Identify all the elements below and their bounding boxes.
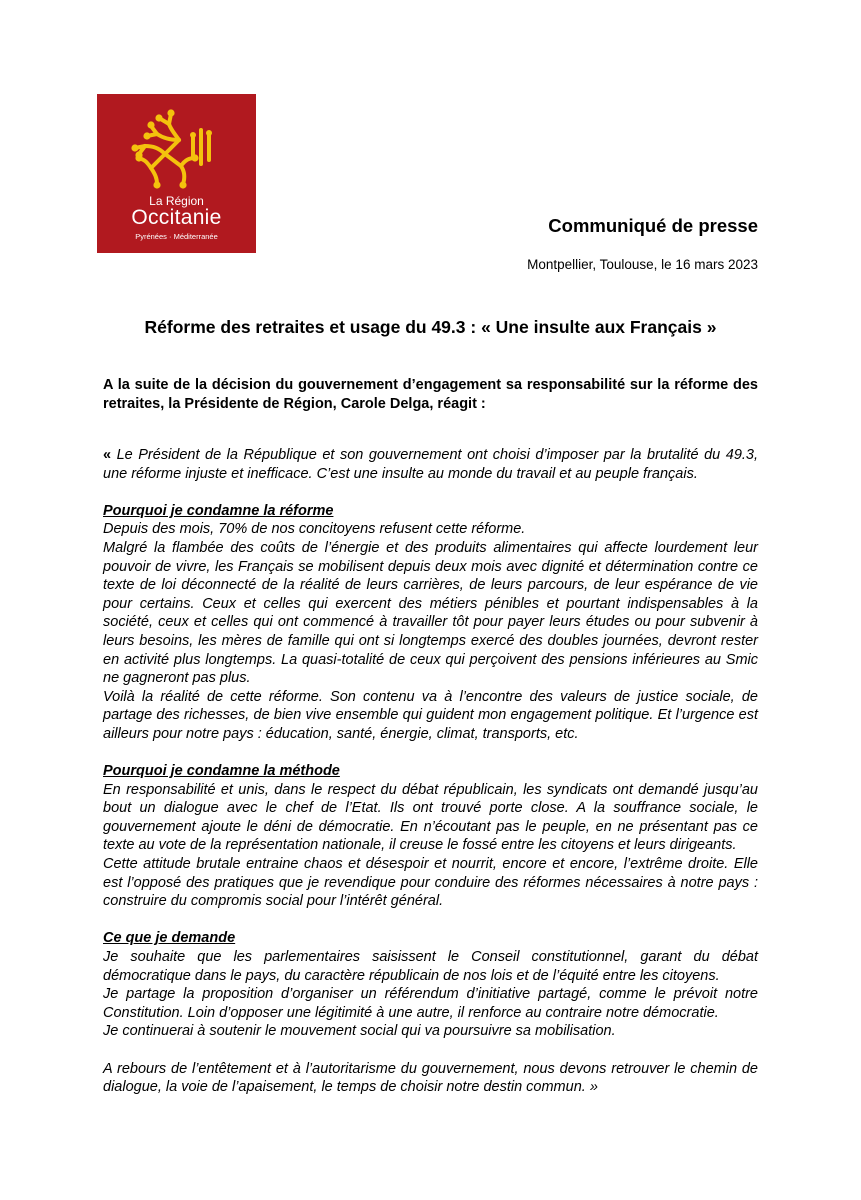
section-paragraph: En responsabilité et unis, dans le respect du débat républicain, les syndicats ont demandé jusqu’au bout un dialogue avec le chef de l’Etat. Ils ont trouvé porte close. A la souffrance sociale, le gouvernement ajoute le déni de démocratie. En n’écoutant pas le peuple, en ne présentant pas ce texte au vote de la représentation nationale, il creuse le fossé entre les citoyens et leurs dirigeants.: [103, 781, 758, 854]
opening-paragraph: [103, 446, 758, 483]
opening-quote-mark: «: [103, 447, 112, 463]
document-type: Communiqué de presse: [548, 215, 758, 236]
section-heading-methode: Pourquoi je condamne la méthode: [103, 763, 340, 780]
section-paragraph: Je souhaite que les parlementaires saisissent le Conseil constitutionnel, garant du débat démocratique dans le pays, du caractère républicain de nos lois et de l’équité entre les citoyens.: [103, 949, 758, 984]
section-heading-reforme: Pourquoi je condamne la réforme: [103, 502, 334, 519]
statement-body: [103, 446, 758, 1097]
occitan-cross-icon: [97, 94, 256, 194]
region-logo: [97, 94, 256, 253]
section-paragraph: Malgré la flambée des coûts de l’énergie et des produits alimentaires qui affecte lourdement leur pouvoir de vivre, les Français se mobilisent depuis deux mois avec dignité et détermination contre ce texte de loi déconnecté de la réalité de leurs carrières, de leurs parcours, de leur espérance de vie pour certains. Ceux et celles qui exercent des métiers pénibles et pourtant indispensables à la société, ceux et celles qui ont commencé à travailler tôt pour payer leurs études ou pour subvenir à leurs besoins, les mères de famille qui ont si longtemps exercé des doubles journées, devront rester en activité plus longtemps. La quasi-totalité de ceux qui perçoivent des pensions inférieures au Smic ne gagneront pas plus.: [103, 539, 758, 687]
closing-paragraph: A rebours de l’entêtement et à l’autoritarisme du gouvernement, nous devons retrouver le chemin de dialogue, la voie de l’apaisement, le temps de choisir notre destin commun. »: [103, 1060, 758, 1096]
section-paragraph: Depuis des mois, 70% de nos concitoyens refusent cette réforme.: [103, 521, 526, 538]
intro-paragraph: A la suite de la décision du gouvernement d’engagement sa responsabilité sur la réforme des retraites, la Présidente de Région, Carole Delga, réagit :: [103, 377, 758, 412]
place-date: Montpellier, Toulouse, le 16 mars 2023: [527, 257, 758, 272]
logo-text-la-region: La Région: [149, 194, 204, 208]
logo-text-subtitle: Pyrénées · Méditerranée: [135, 232, 218, 241]
section-paragraph: Je continuerai à soutenir le mouvement social qui va poursuivre sa mobilisation.: [103, 1023, 616, 1040]
logo-text-occitanie: Occitanie: [131, 206, 222, 229]
press-release-title: Réforme des retraites et usage du 49.3 : « Une insulte aux Français »: [144, 317, 717, 337]
opening-text: Le Président de la République et son gouvernement ont choisi d’imposer par la brutalité du 49.3, une réforme injuste et inefficace. C’est une insulte au monde du travail et au peuple français.: [103, 447, 759, 482]
section-heading-demande: Ce que je demande: [103, 930, 236, 947]
section-paragraph: Je partage la proposition d’organiser un référendum d’initiative partagé, comme le prévoit notre Constitution. Loin d’opposer une légitimité à une autre, il renforce au contraire notre démocratie.: [103, 986, 758, 1021]
section-paragraph: Cette attitude brutale entraine chaos et désespoir et nourrit, encore et encore, l’extrême droite. Elle est l’opposé des pratiques que je revendique pour conduire des réformes nécessaires à notre pays : construire du compromis social pour l’intérêt général.: [103, 856, 758, 910]
section-paragraph: Voilà la réalité de cette réforme. Son contenu va à l’encontre des valeurs de justice sociale, de partage des richesses, de bien vive ensemble qui guident mon engagement politique. Et l’urgence est ailleurs pour notre pays : éducation, santé, énergie, climat, transports, etc.: [103, 688, 758, 742]
